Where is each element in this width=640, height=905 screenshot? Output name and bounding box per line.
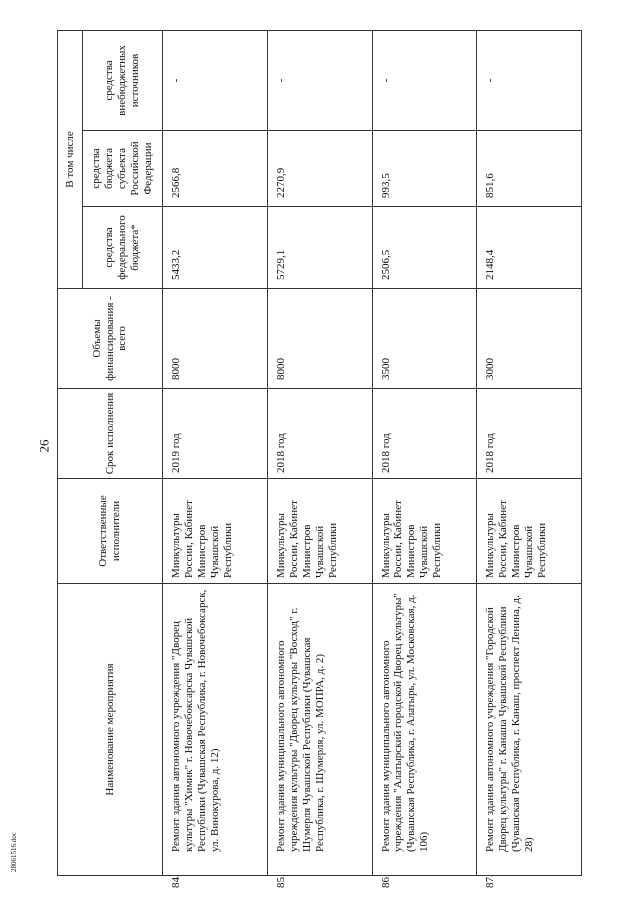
row-name: Ремонт здания муниципального автономного учреждения "Алатырский городской Дворец культуры" (Чувашская Республика, г. Алатырь, ул. Московская, д. 106) [379,593,431,852]
table-row [372,30,477,875]
row-number: 86. [379,874,392,888]
page-number: 26 [36,439,52,453]
row-term: 2018 год [372,389,477,479]
row-name: Ремонт здания муниципального автономного учреждения культуры "Дворец культуры "Восход" г. Шумерля Чувашской Республики (Чувашская Республика, г. Шумерля, ул. МОПРА, д. 2) [274,607,326,852]
row-number: 84. [170,874,182,888]
row-executors: Минкультуры России, Кабинет Министров Чувашской Республики [163,479,268,584]
header-federal: средства федерального бюджета* [83,207,163,289]
row-name-cell [267,584,372,888]
header-including: В том числе [58,30,83,288]
header-external: средства внебюджетных источников [83,30,163,130]
row-federal: 5433,2 [163,207,268,289]
header-volume: Объемы финансирования - всего [58,289,163,389]
row-external: - [372,30,477,130]
rotated-page [57,31,582,888]
row-name-cell [477,584,582,888]
table-row [163,30,268,875]
row-executors: Минкультуры России, Кабинет Министров Чувашской Республики [477,479,582,584]
row-total: 8000 [267,289,372,389]
row-term: 2018 год [267,389,372,479]
row-regional: 993,5 [372,131,477,207]
row-external: - [267,30,372,130]
row-term: 2018 год [477,389,582,479]
row-name: Ремонт здания автономного учреждения "Городской Дворец культуры" г. Канаша Чувашской Республики (Чувашская Республика, г. Канаш, проспект Ленина, д. 28) [484,595,536,852]
row-executors: Минкультуры России, Кабинет Министров Чувашской Республики [267,479,372,584]
row-number: 87. [484,874,497,888]
row-term: 2019 год [163,389,268,479]
row-regional: 2566,8 [163,131,268,207]
row-number: 85. [274,874,287,888]
row-total: 3000 [477,289,582,389]
funding-table [57,30,582,888]
header-executors: Ответственные исполнители [58,479,163,584]
row-total: 8000 [163,289,268,389]
row-external: - [477,30,582,130]
header-regional: средства бюджета субъекта Российской Федерации [83,131,163,207]
row-federal: 2506,5 [372,207,477,289]
row-name-cell [163,584,268,888]
header-name: Наименование мероприятия [58,584,163,876]
row-regional: 2270,9 [267,131,372,207]
row-name: Ремонт здания автономного учреждения "Дворец культуры "Химик" г. Новочебоксарска Чувашской Республики (Чувашская Республика, г. Новочебоксарск, ул. Винокурова, д. 12) [170,589,221,852]
document-id: 28061516.doc [10,832,18,872]
row-executors: Минкультуры России, Кабинет Министров Чувашской Республики [372,479,477,584]
row-external: - [163,30,268,130]
header-term: Срок исполнения [58,389,163,479]
row-total: 3500 [372,289,477,389]
row-federal: 2148,4 [477,207,582,289]
row-federal: 5729,1 [267,207,372,289]
row-name-cell [372,584,477,888]
table-row [267,30,372,875]
row-regional: 851,6 [477,131,582,207]
table-row [477,30,582,875]
